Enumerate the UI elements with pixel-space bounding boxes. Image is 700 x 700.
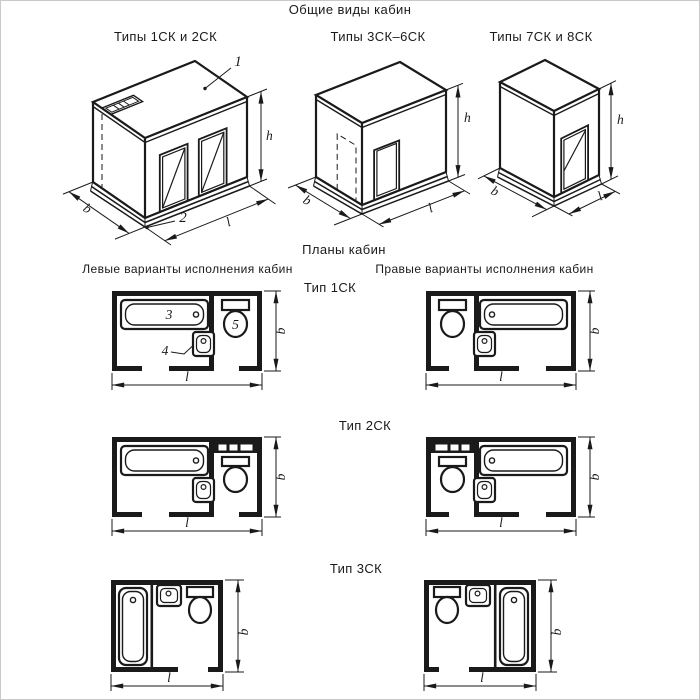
dim-width (288, 177, 362, 225)
dim-length (426, 369, 576, 390)
bowl (436, 597, 458, 623)
dim-length-label: l (223, 214, 233, 230)
drain (489, 312, 494, 317)
dim-length-label: l (167, 670, 171, 685)
drain (193, 458, 198, 463)
bowl (189, 597, 211, 623)
dim-height-label: h (617, 112, 624, 127)
bowl (224, 467, 247, 492)
callout-roof-panel (203, 54, 241, 90)
dim-length-label: l (499, 515, 503, 530)
dim-width-label: b (80, 200, 95, 217)
partition-wall (151, 585, 154, 667)
dim-length (112, 515, 262, 536)
bowl (441, 467, 464, 492)
washbasin (193, 332, 214, 356)
cabin-body (91, 61, 250, 230)
iso-view-types-3sk-6sk (283, 56, 478, 234)
dim-length (424, 670, 536, 691)
type-1sk-label: Тип 1СК (303, 280, 357, 295)
type-3sk-label: Тип 3СК (329, 561, 383, 576)
bathtub (121, 446, 208, 475)
callout-bath-number: 3 (165, 307, 173, 322)
dim-length-label: l (595, 188, 606, 204)
vent-unit (214, 442, 257, 453)
callout-roof-panel-number: 1 (234, 54, 242, 70)
dim-width (264, 437, 288, 517)
plan-2sk-right (426, 437, 606, 544)
dim-length-label: l (480, 670, 484, 685)
plan-1sk-left (112, 291, 292, 398)
toilet (439, 300, 466, 337)
washbasin (193, 478, 214, 502)
dim-length (111, 670, 223, 691)
door-opening (374, 140, 399, 200)
cistern (222, 457, 249, 466)
dim-width-label: b (587, 473, 602, 481)
dim-length-label: l (185, 369, 189, 384)
drain (193, 312, 198, 317)
vent-unit (431, 442, 474, 453)
plans-title: Планы кабин (302, 242, 386, 257)
dim-width-label: b (273, 473, 288, 481)
left-variants-heading: Левые варианты исполнения кабин (82, 262, 293, 276)
dim-width-label: b (236, 628, 251, 636)
cabin-body (314, 62, 449, 214)
callout-toilet-number: 5 (232, 317, 239, 332)
cistern (187, 587, 213, 597)
iso-heading-3sk-6sk: Типы 3СК–6СК (330, 29, 426, 44)
type-2sk-label: Тип 2СК (338, 418, 392, 433)
bathtub (119, 588, 147, 665)
washbasin (157, 585, 181, 606)
callout-washbasin-leader (171, 346, 193, 354)
general-views-title: Общие виды кабин (288, 2, 412, 17)
dim-width-label: b (549, 628, 564, 636)
cistern (222, 300, 249, 310)
dim-length (112, 369, 262, 390)
cistern (439, 457, 466, 466)
bathtub (500, 588, 528, 665)
hidden-door-outline (337, 134, 356, 202)
drain (511, 597, 516, 602)
toilet (222, 457, 249, 492)
iso-view-types-1sk-2sk (55, 48, 280, 253)
iso-heading-7sk-8sk: Типы 7СК и 8СК (489, 29, 593, 44)
dim-width (264, 291, 288, 371)
plan-3sk-left (111, 580, 256, 700)
door-opening-left (160, 144, 188, 212)
dim-width (538, 580, 564, 672)
dim-width (478, 168, 554, 217)
cistern (434, 587, 460, 597)
dim-length-label: l (499, 369, 503, 384)
drain (489, 458, 494, 463)
toilet (439, 457, 466, 492)
toilet (187, 587, 213, 623)
washbasin (474, 478, 495, 502)
washbasin (474, 332, 495, 356)
dim-height (247, 89, 273, 186)
plan-3sk-right (424, 580, 569, 700)
iso-heading-1sk-2sk: Типы 1СК и 2СК (113, 29, 218, 44)
dim-width (225, 580, 251, 672)
bowl (441, 311, 464, 337)
toilet (434, 587, 460, 623)
dim-width (578, 291, 602, 371)
door-opening (561, 125, 588, 193)
iso-view-types-7sk-8sk (477, 56, 659, 224)
dim-length-label: l (425, 200, 435, 216)
dim-height (599, 81, 624, 184)
dim-width-label: b (488, 182, 502, 200)
vent-grille (102, 95, 143, 114)
plan-2sk-left (112, 437, 292, 544)
dim-length-label: l (185, 515, 189, 530)
dim-width-label: b (273, 327, 288, 335)
washbasin (466, 585, 490, 606)
dim-height (446, 83, 471, 181)
door-opening-right (199, 128, 227, 196)
drain (130, 597, 135, 602)
right-variants-heading: Правые варианты исполнения кабин (375, 262, 594, 276)
dim-length (426, 515, 576, 536)
plan-1sk-right (426, 291, 606, 398)
bathtub (121, 300, 208, 329)
bathtub (480, 446, 567, 475)
bathtub (480, 300, 567, 329)
dim-height-label: h (464, 110, 471, 125)
partition-wall (494, 585, 497, 667)
cistern (439, 300, 466, 310)
dim-height-label: h (266, 128, 273, 143)
dim-width (578, 437, 602, 517)
dim-width-label: b (300, 191, 315, 209)
dim-width-label: b (587, 327, 602, 335)
callout-washbasin-number: 4 (161, 343, 169, 358)
callout-floor-panel-number: 2 (179, 210, 187, 226)
